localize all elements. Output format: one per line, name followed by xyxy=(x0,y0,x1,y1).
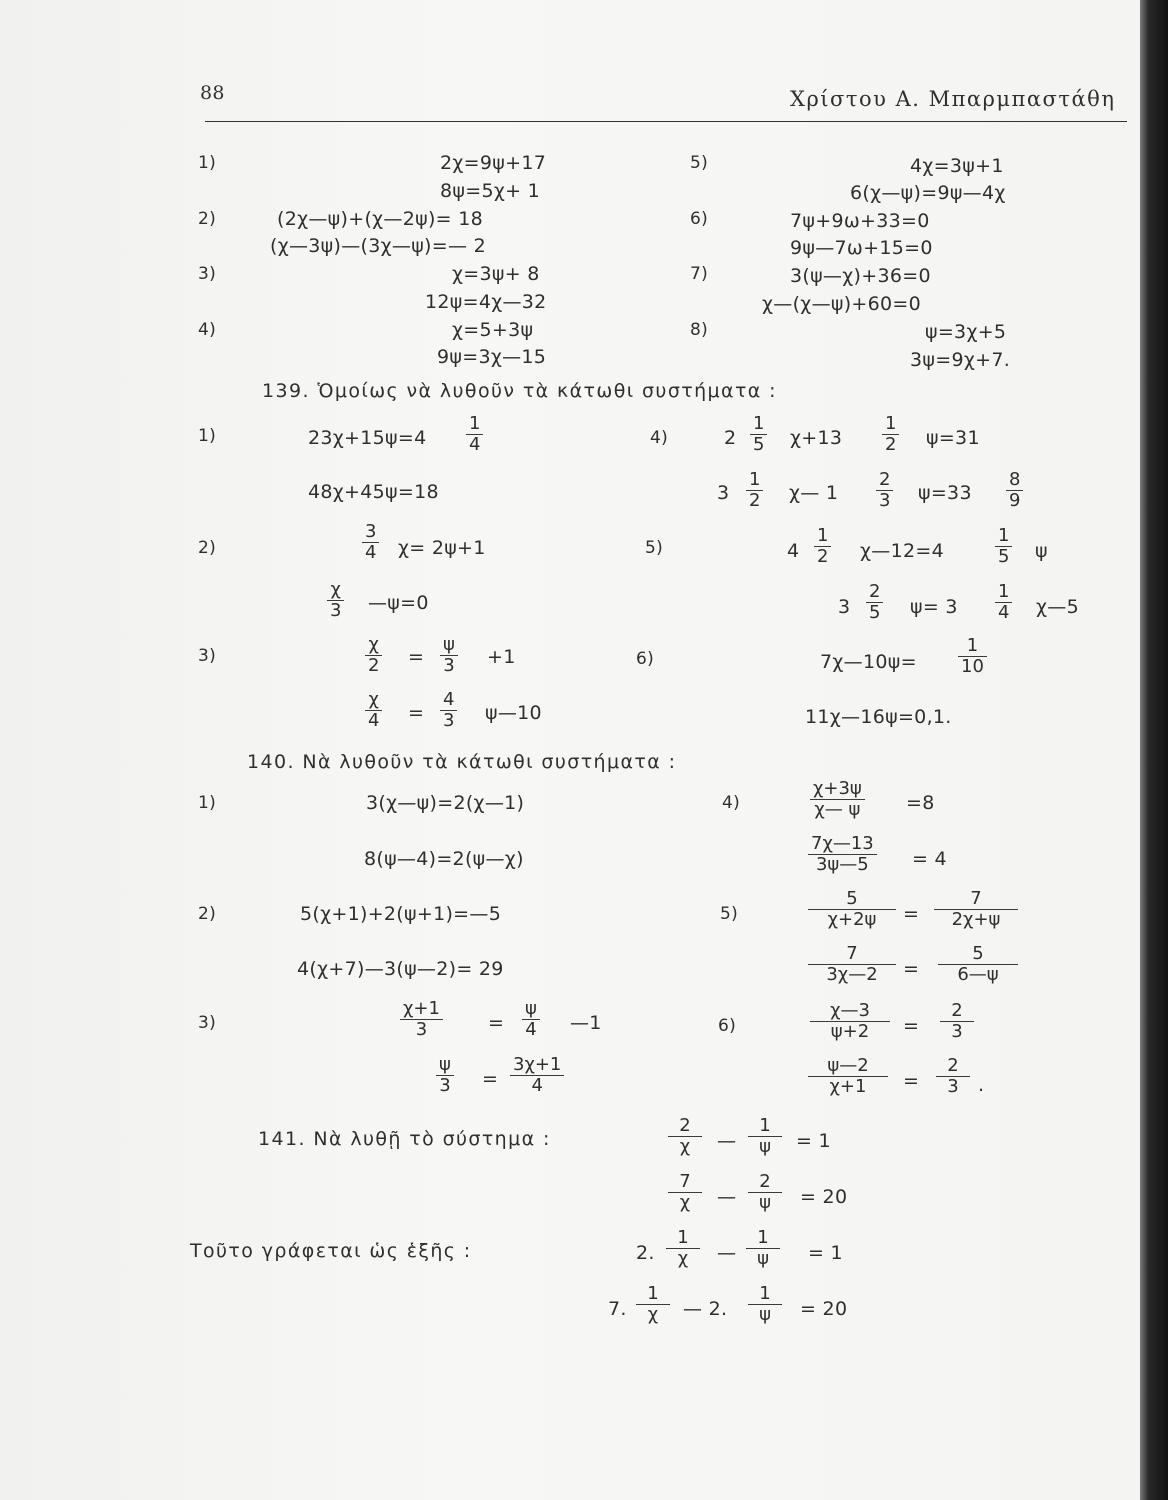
equation: (χ—3ψ)—(3χ—ψ)=— 2 xyxy=(270,235,486,257)
equation: ψ—10 xyxy=(485,702,542,724)
fraction: 2 χ xyxy=(668,1116,702,1157)
whole-number: 3 xyxy=(838,596,851,618)
equation: —1 xyxy=(570,1012,602,1034)
item-label: 3) xyxy=(198,646,217,666)
whole-number: 2 xyxy=(724,427,737,449)
whole-number: 4 xyxy=(787,540,800,562)
fraction: 7χ—13 3ψ—5 xyxy=(808,834,877,875)
item-label: 3) xyxy=(198,264,217,284)
fraction: ψ 3 xyxy=(440,635,458,676)
equation: 48χ+45ψ=18 xyxy=(308,481,439,503)
fraction: χ 3 xyxy=(327,580,344,621)
fraction: 7 χ xyxy=(668,1172,702,1213)
equation: 4(χ+7)—3(ψ—2)= 29 xyxy=(297,958,504,980)
equation: 12ψ=4χ—32 xyxy=(425,291,547,313)
equation: 8ψ=5χ+ 1 xyxy=(440,180,541,202)
item-label: 1) xyxy=(198,426,217,446)
period: . xyxy=(978,1074,985,1096)
equation: 23χ+15ψ=4 xyxy=(308,427,427,449)
coefficient: 7. xyxy=(608,1298,627,1320)
fraction: 8 9 xyxy=(1006,470,1023,511)
equation: 5(χ+1)+2(ψ+1)=—5 xyxy=(300,903,502,925)
fraction: χ 4 xyxy=(365,690,382,731)
item-label: 6) xyxy=(690,209,709,229)
equation: ψ=3χ+5 xyxy=(925,321,1007,343)
fraction: 1 4 xyxy=(466,414,483,455)
equation: 6(χ—ψ)=9ψ—4χ xyxy=(850,182,1006,204)
equation: 2χ=9ψ+17 xyxy=(440,152,547,174)
fraction: 1 ψ xyxy=(746,1228,780,1269)
exercise-139-title: 139. Ὁμοίως νὰ λυθοῦν τὰ κάτωθι συστήματα : xyxy=(262,380,777,402)
item-label: 1) xyxy=(198,793,217,813)
equation: 4χ=3ψ+1 xyxy=(910,155,1004,177)
equals-sign: = xyxy=(482,1068,499,1090)
item-label: 4) xyxy=(722,793,741,813)
fraction: 7 2χ+ψ xyxy=(934,889,1018,930)
item-label: 5) xyxy=(720,904,739,924)
item-label: 4) xyxy=(650,428,669,448)
equation: 11χ—16ψ=0,1. xyxy=(805,706,952,728)
equals-sign: = xyxy=(903,1070,920,1092)
equation: χ— 1 xyxy=(789,482,839,504)
equals-sign: = xyxy=(408,646,425,668)
exercise-141-title: 141. Νὰ λυθῇ τὸ σύστημα : xyxy=(258,1128,551,1150)
fraction: 7 3χ—2 xyxy=(808,944,896,985)
item-label: 3) xyxy=(198,1013,217,1033)
item-label: 2) xyxy=(198,209,217,229)
equation: 8(ψ—4)=2(ψ—χ) xyxy=(364,848,524,870)
equals-sign: = xyxy=(903,958,920,980)
fraction: 3χ+1 4 xyxy=(510,1055,564,1096)
fraction: 1 χ xyxy=(666,1228,700,1269)
header-rule xyxy=(205,121,1127,122)
fraction: χ+1 3 xyxy=(400,999,443,1040)
equation: (2χ—ψ)+(χ—2ψ)= 18 xyxy=(277,208,484,230)
item-label: 8) xyxy=(690,320,709,340)
minus-sign: — xyxy=(717,1130,737,1152)
fraction: 1 ψ xyxy=(748,1284,782,1325)
fraction: ψ 3 xyxy=(436,1055,454,1096)
equation: χ+13 xyxy=(790,427,843,449)
equals-sign: = xyxy=(903,903,920,925)
item-label: 2) xyxy=(198,904,217,924)
equation: χ= 2ψ+1 xyxy=(398,537,486,559)
fraction: 1 ψ xyxy=(748,1116,782,1157)
whole-number: 3 xyxy=(717,482,730,504)
equation: 7ψ+9ω+33=0 xyxy=(790,210,930,232)
minus-sign: — xyxy=(717,1242,737,1264)
equation: 3(χ—ψ)=2(χ—1) xyxy=(366,792,525,814)
equals-sign: = xyxy=(903,1015,920,1037)
equation: χ—5 xyxy=(1036,596,1079,618)
equation: ψ= 3 xyxy=(910,596,958,618)
equation-rhs: = 1 xyxy=(796,1130,831,1152)
fraction: χ+3ψ χ— ψ xyxy=(810,779,865,820)
fraction: 2 3 xyxy=(940,1001,974,1042)
equation: —ψ=0 xyxy=(368,592,429,614)
item-label: 2) xyxy=(198,538,217,558)
item-label: 5) xyxy=(690,153,709,173)
equation: 3ψ=9χ+7. xyxy=(910,349,1011,371)
fraction: 5 6—ψ xyxy=(938,944,1018,985)
equation-rhs: = 20 xyxy=(800,1298,848,1320)
coefficient: — 2. xyxy=(683,1298,728,1320)
running-header-author: Χρίστου Α. Μπαρμπαστάθη xyxy=(790,87,1116,111)
equation-rhs: = 20 xyxy=(800,1186,848,1208)
item-label: 6) xyxy=(636,649,655,669)
fraction: 1 2 xyxy=(814,526,831,567)
equation: +1 xyxy=(487,646,516,668)
fraction: χ 2 xyxy=(365,635,382,676)
fraction: χ—3 ψ+2 xyxy=(810,1001,890,1042)
fraction: 3 4 xyxy=(362,522,379,563)
page-edge-shadow xyxy=(1140,0,1168,1500)
rewrite-note: Τοῦτο γράφεται ὡς ἑξῆς : xyxy=(190,1240,472,1262)
fraction: 2 3 xyxy=(876,470,893,511)
page-number: 88 xyxy=(200,82,225,104)
equation: = 4 xyxy=(912,848,947,870)
equation: 9ψ=3χ—15 xyxy=(437,346,547,368)
equals-sign: = xyxy=(408,702,425,724)
equation: ψ=31 xyxy=(926,427,980,449)
coefficient: 2. xyxy=(636,1242,655,1264)
fraction: 2 5 xyxy=(866,582,883,623)
fraction: ψ 4 xyxy=(522,999,540,1040)
equation: χ=5+3ψ xyxy=(452,319,534,341)
fraction: ψ—2 χ+1 xyxy=(808,1056,888,1097)
fraction: 2 ψ xyxy=(748,1172,782,1213)
equation: 9ψ—7ω+15=0 xyxy=(790,237,933,259)
equation-rhs: = 1 xyxy=(808,1242,843,1264)
equation: χ—(χ—ψ)+60=0 xyxy=(762,293,922,315)
equals-sign: = xyxy=(488,1012,505,1034)
minus-sign: — xyxy=(717,1186,737,1208)
fraction: 4 3 xyxy=(440,690,457,731)
fraction: 1 5 xyxy=(995,526,1012,567)
equation: χ=3ψ+ 8 xyxy=(452,263,540,285)
fraction: 1 10 xyxy=(958,636,987,677)
equation: ψ=33 xyxy=(918,482,972,504)
fraction: 1 χ xyxy=(636,1284,670,1325)
exercise-140-title: 140. Νὰ λυθοῦν τὰ κάτωθι συστήματα : xyxy=(247,751,677,773)
fraction: 1 4 xyxy=(995,582,1012,623)
equation: 7χ—10ψ= xyxy=(820,651,917,673)
item-label: 7) xyxy=(690,264,709,284)
equation: =8 xyxy=(906,792,935,814)
item-label: 6) xyxy=(718,1016,737,1036)
fraction: 1 5 xyxy=(750,414,767,455)
equation: 3(ψ—χ)+36=0 xyxy=(790,265,931,287)
equation: ψ xyxy=(1035,540,1048,562)
item-label: 4) xyxy=(198,320,217,340)
fraction: 1 2 xyxy=(746,470,763,511)
item-label: 5) xyxy=(645,538,664,558)
fraction: 1 2 xyxy=(882,414,899,455)
equation: χ—12=4 xyxy=(860,540,944,562)
fraction: 2 3 xyxy=(936,1056,970,1097)
item-label: 1) xyxy=(198,153,217,173)
fraction: 5 χ+2ψ xyxy=(808,889,896,930)
